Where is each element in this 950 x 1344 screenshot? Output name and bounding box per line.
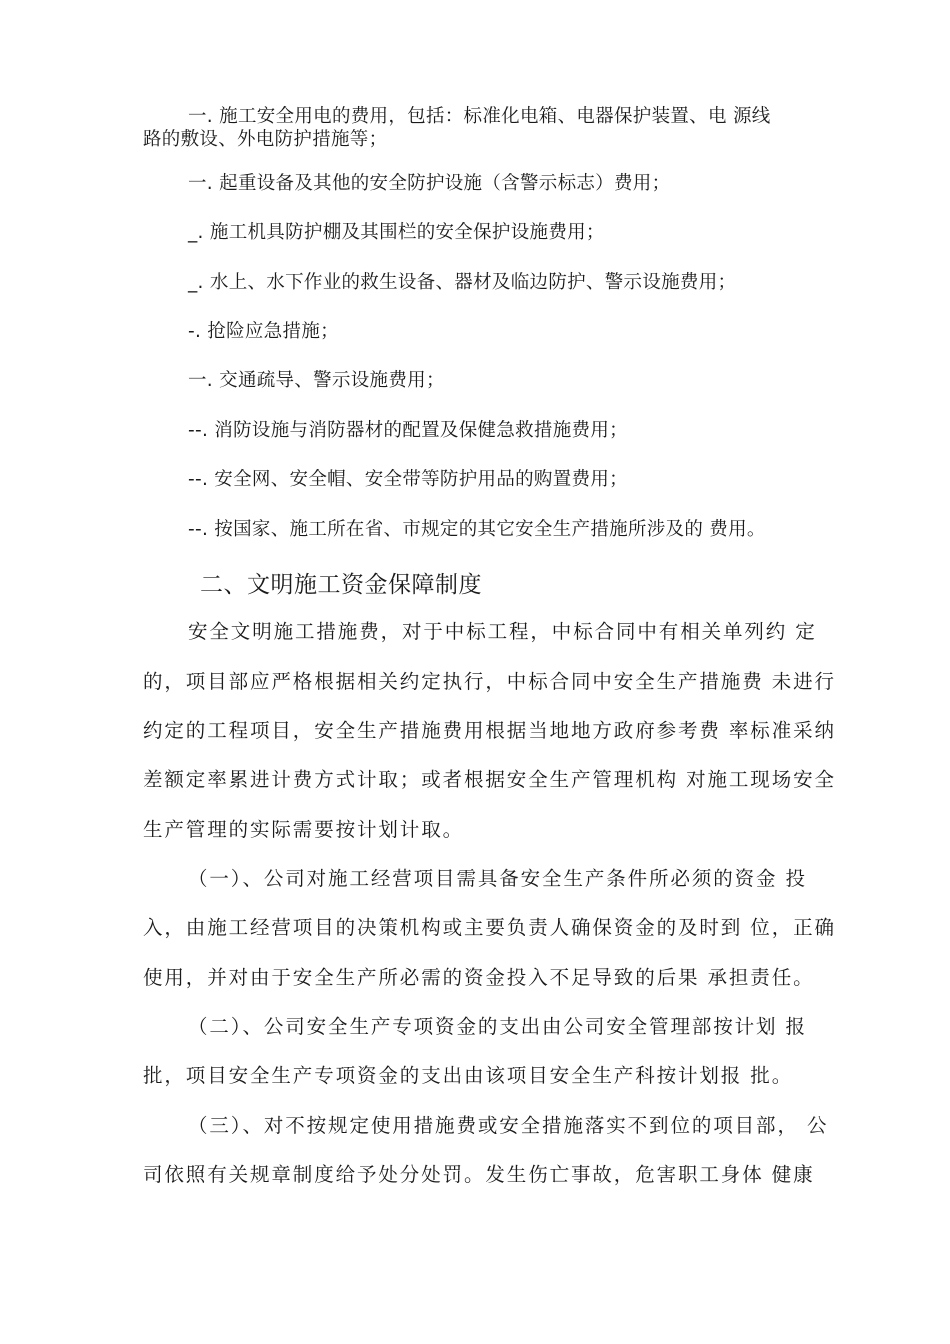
paragraph-line: 司依照有关规章制度给予处分处罚。发生伤亡事故，危害职工身体 健康 xyxy=(143,1163,815,1186)
paragraph-line: 约定的工程项目，安全生产措施费用根据当地地方政府参考费 率标准采纳 xyxy=(143,719,836,742)
paragraph-line: 安全文明施工措施费，对于中标工程，中标合同中有相关单列约 定 xyxy=(188,620,817,643)
list-item: --. 消防设施与消防器材的配置及保健急救措施费用； xyxy=(188,420,628,441)
paragraph-line: （二）、公司安全生产专项资金的支出由公司安全管理部按计划 报 xyxy=(188,1015,807,1038)
list-item: 一. 交通疏导、警示设施费用； xyxy=(188,370,445,391)
list-item: 一. 起重设备及其他的安全防护设施（含警示标志）费用； xyxy=(188,173,671,194)
paragraph-line: （三）、对不按规定使用措施费或安全措施落实不到位的项目部， 公 xyxy=(188,1114,829,1137)
paragraph-line: （一）、公司对施工经营项目需具备安全生产条件所必须的资金 投 xyxy=(188,867,807,890)
list-item: _. 施工机具防护棚及其围栏的安全保护设施费用； xyxy=(188,222,605,243)
paragraph-line: 的，项目部应严格根据相关约定执行，中标合同中安全生产措施费 未进行 xyxy=(143,670,836,693)
paragraph-line: 生产管理的实际需要按计划计取。 xyxy=(143,818,465,841)
paragraph-line: 批，项目安全生产专项资金的支出由该项目安全生产科按计划报 批。 xyxy=(143,1064,794,1087)
list-item-continuation: 路的敷设、外电防护措施等； xyxy=(143,129,388,150)
list-item: --. 按国家、施工所在省、市规定的其它安全生产措施所涉及的 费用。 xyxy=(188,519,766,540)
section-heading: 二、文明施工资金保障制度 xyxy=(200,572,482,598)
list-item: --. 安全网、安全帽、安全带等防护用品的购置费用； xyxy=(188,469,628,490)
list-item: -. 抢险应急措施； xyxy=(188,321,339,342)
list-item: 一. 施工安全用电的费用，包括：标准化电箱、电器保护装置、电 源线 xyxy=(188,106,771,127)
paragraph-line: 入，由施工经营项目的决策机构或主要负责人确保资金的及时到 位，正确 xyxy=(143,916,836,939)
list-item: _. 水上、水下作业的救生设备、器材及临边防护、警示设施费用； xyxy=(188,272,737,293)
paragraph-line: 使用，并对由于安全生产所必需的资金投入不足导致的后果 承担责任。 xyxy=(143,966,815,989)
paragraph-line: 差额定率累进计费方式计取；或者根据安全生产管理机构 对施工现场安全 xyxy=(143,768,836,791)
